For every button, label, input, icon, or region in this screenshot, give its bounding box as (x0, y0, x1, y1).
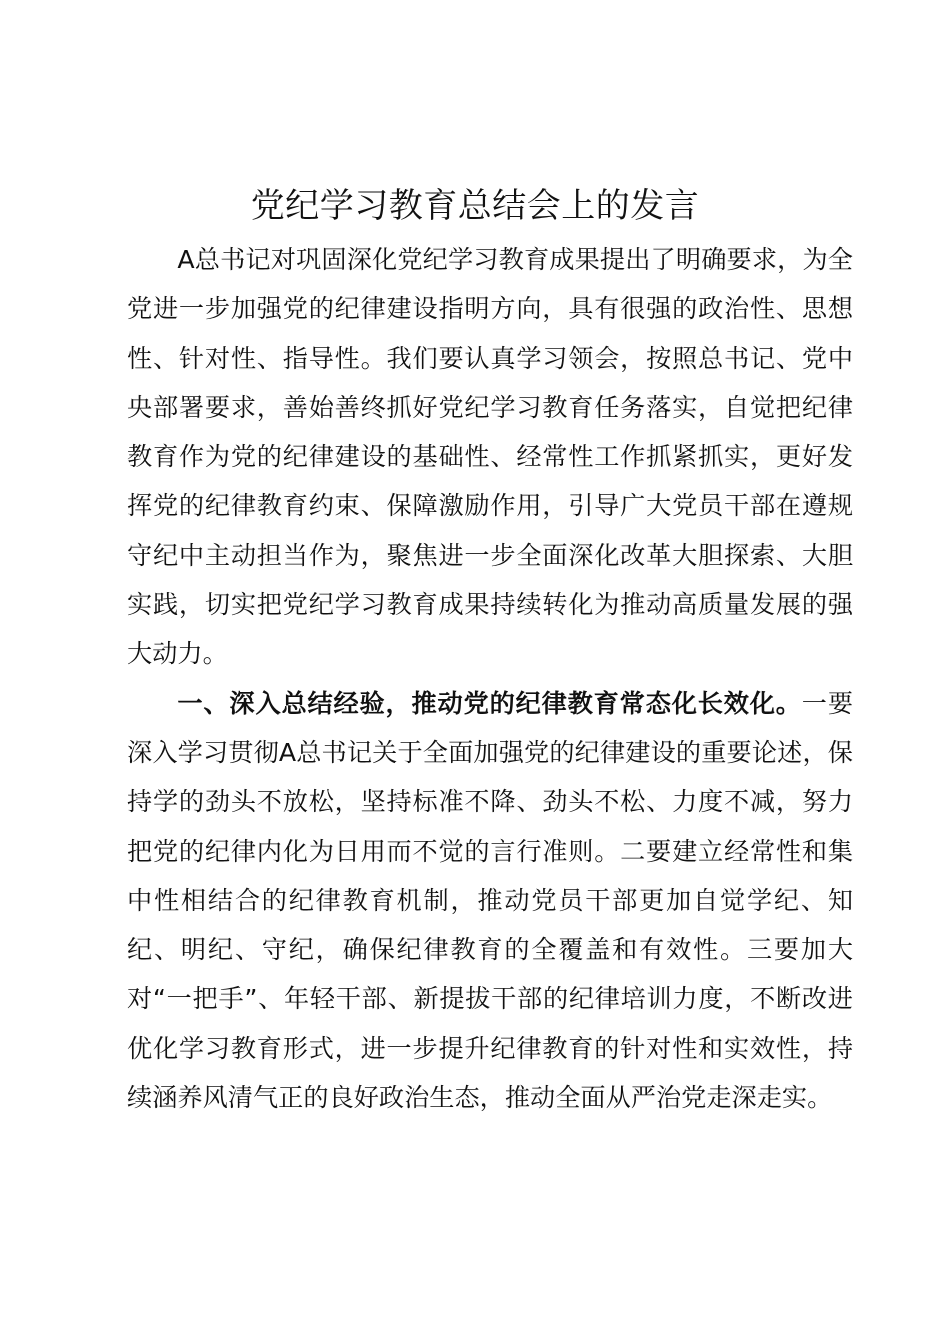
section-heading: 一、深入总结经验，推动党的纪律教育常态化长效化。 (177, 688, 802, 718)
paragraph-section-one (127, 679, 853, 1123)
document-body (127, 235, 853, 1122)
paragraph-text: A总书记对巩固深化党纪学习教育成果提出了明确要求，为全党进一步加强党的纪律建设指明方向，具有很强的政治性、思想性、针对性、指导性。我们要认真学习领会，按照总书记、党中央部署要求，善始善终抓好党纪学习教育任务落实，自觉把纪律教育作为党的纪律建设的基础性、经常性工作抓紧抓实，更好发挥党的纪律教育约束、保障激励作用，引导广大党员干部在遵规守纪中主动担当作为，聚焦进一步全面深化改革大胆探索、大胆实践，切实把党纪学习教育成果持续转化为推动高质量发展的强大动力。 (127, 245, 853, 669)
paragraph-intro (127, 235, 853, 679)
paragraph-text: 一要深入学习贯彻A总书记关于全面加强党的纪律建设的重要论述，保持学的劲头不放松，坚持标准不降、劲头不松、力度不减，努力把党的纪律内化为日用而不觉的言行准则。二要建立经常性和集中性相结合的纪律教育机制，推动党员干部更加自觉学纪、知纪、明纪、守纪，确保纪律教育的全覆盖和有效性。三要加大对“一把手”、年轻干部、新提拔干部的纪律培训力度，不断改进优化学习教育形式，进一步提升纪律教育的针对性和实效性，持续涵养风清气正的良好政治生态，推动全面从严治党走深走实。 (127, 688, 854, 1113)
document-title: 党纪学习教育总结会上的发言 (250, 186, 700, 226)
